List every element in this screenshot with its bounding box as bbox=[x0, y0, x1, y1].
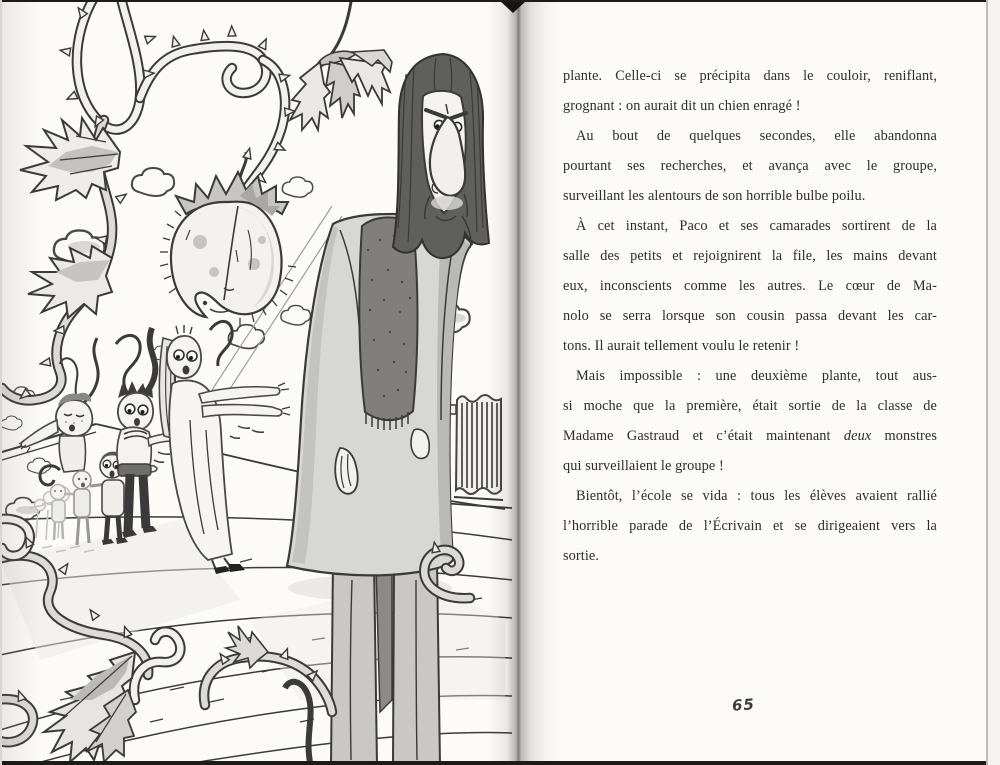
text-line: sortie. bbox=[563, 548, 600, 564]
text-line: l’horrible parade de l’Écrivain et se dirigeaient vers la bbox=[563, 518, 937, 534]
text-line: plante. Celle-ci se précipita dans le couloir, reniflant, bbox=[563, 68, 937, 84]
text-line: Au bout de quelques secondes, elle abandonna bbox=[576, 128, 937, 144]
writer-right-hand bbox=[411, 429, 429, 458]
spine-top-notch bbox=[499, 0, 527, 13]
text-line: À cet instant, Paco et ses camarades sortirent de la bbox=[576, 218, 937, 234]
text-line: salle des petits et rejoignirent la file, les mains devant bbox=[563, 248, 937, 264]
text-line: qui surveillaient le groupe ! bbox=[563, 458, 724, 474]
text-line: grognant : on aurait dit un chien enragé ! bbox=[563, 98, 801, 114]
text-line: nolo se serra lorsque son cousin passa devant les car- bbox=[563, 308, 937, 324]
page-number: 65 bbox=[731, 695, 756, 715]
radiator bbox=[448, 395, 503, 500]
right-page bbox=[512, 0, 1000, 765]
text-line: si moche que la première, était sortie de la classe de bbox=[563, 398, 937, 414]
bulb-nostril bbox=[203, 301, 207, 305]
text-line: Madame Gastraud et c’était maintenant deux monstres bbox=[563, 428, 937, 444]
text-line: pourtant ses recherches, et avança avec le groupe, bbox=[563, 158, 937, 174]
story-text bbox=[563, 61, 937, 571]
bulb-head bbox=[171, 202, 281, 317]
writer-left-leg bbox=[331, 560, 377, 765]
text-line: Bientôt, l’école se vida : tous les élèves avaient rallié bbox=[576, 488, 937, 504]
text-line: surveillant les alentours de son horrible bulbe poilu. bbox=[563, 188, 866, 204]
text-line: eux, inconscients comme les autres. Le cœur de Ma- bbox=[563, 278, 937, 294]
text-line: tons. Il aurait tellement voulu le retenir ! bbox=[563, 338, 800, 354]
text-line: Mais impossible : une deuxième plante, tout aus- bbox=[576, 368, 937, 384]
